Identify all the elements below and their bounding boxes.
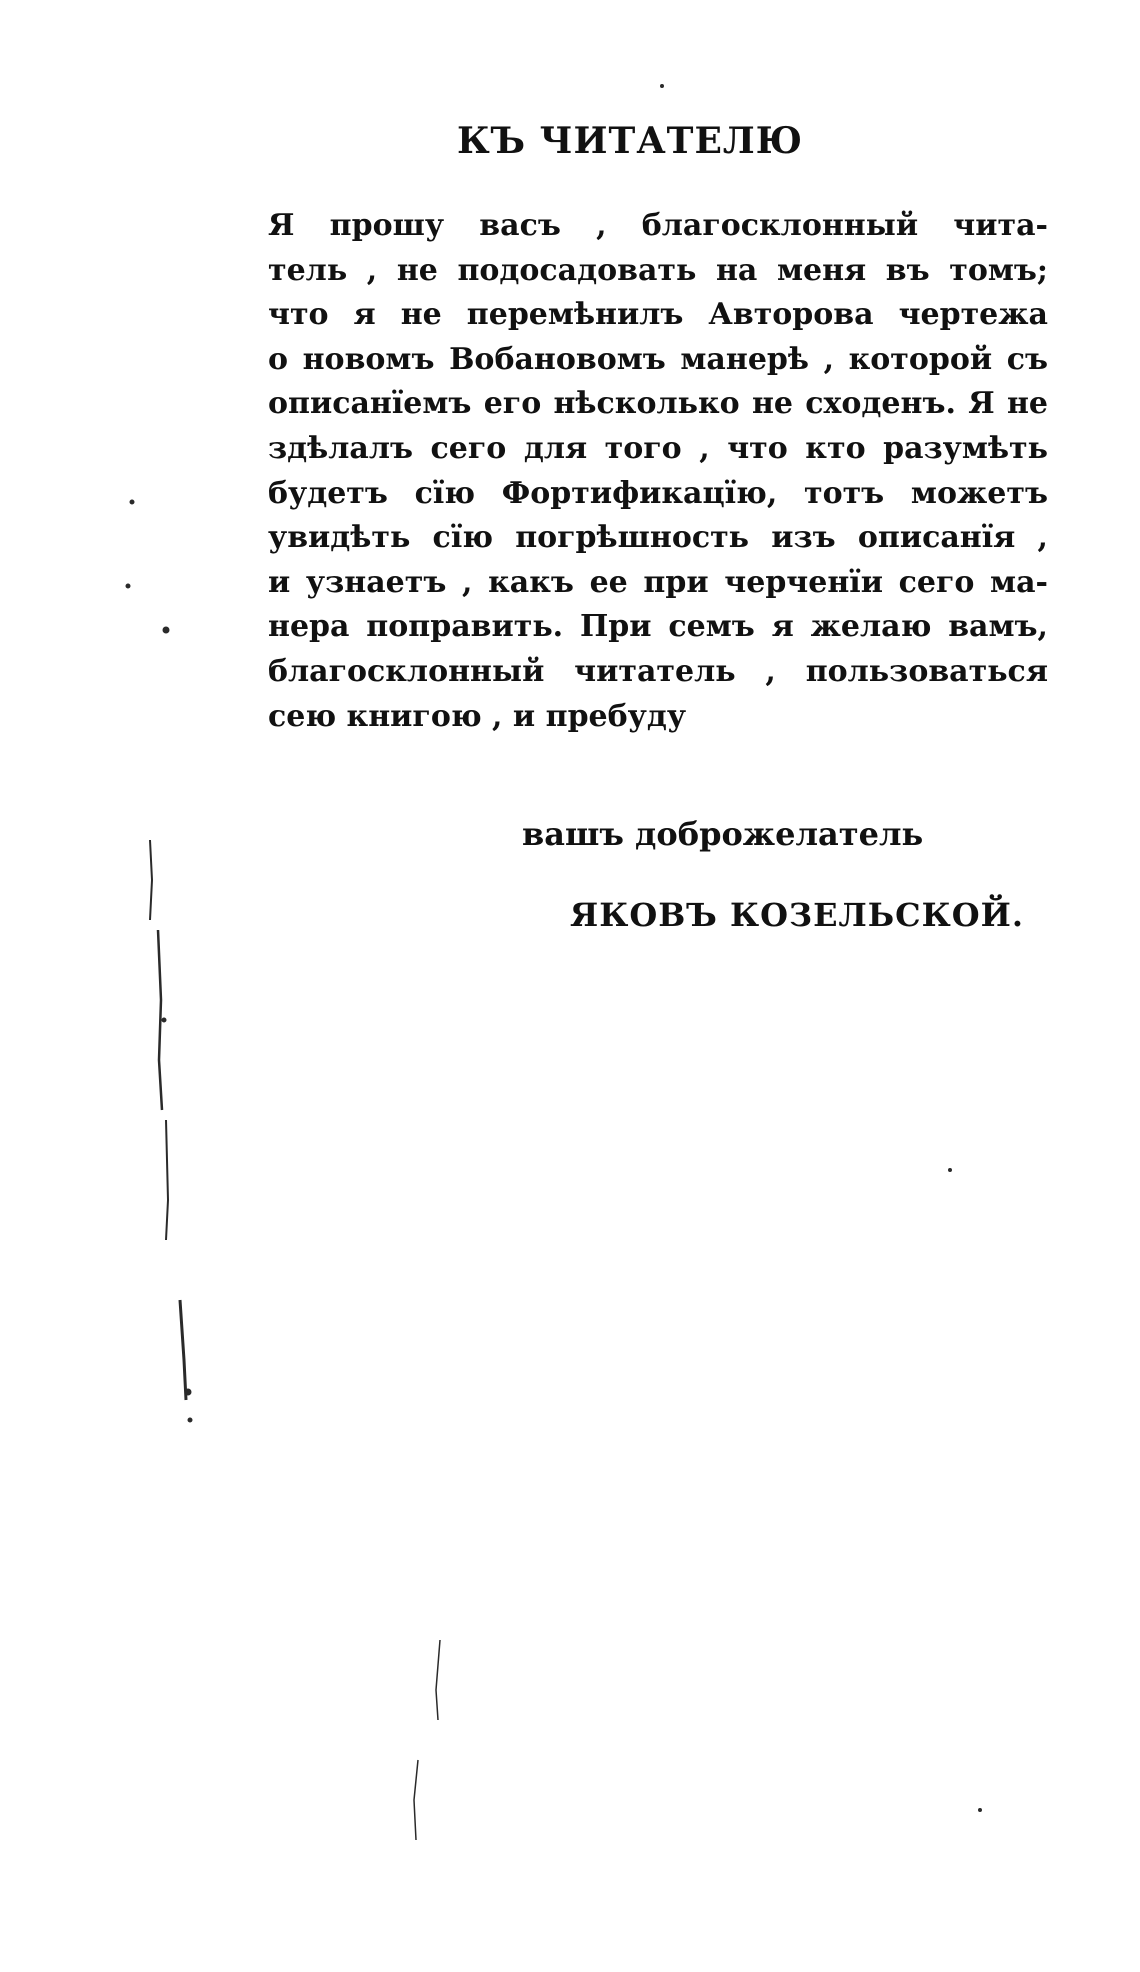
paragraph-line-12: сею книгою , и пребуду bbox=[268, 698, 687, 734]
paragraph-line-1: Я прошу васъ , благосклонный чита- bbox=[268, 208, 1048, 243]
paragraph-line-7: будетъ сїю Фортификацїю, тотъ можетъ bbox=[268, 475, 1048, 511]
closing-salutation: вашъ доброжелатель bbox=[522, 815, 924, 853]
paragraph-line-11: благосклонный читатель , пользоваться bbox=[268, 653, 1048, 689]
paragraph-line-5: описанїемъ его нѣсколько не сходенъ. Я не bbox=[268, 386, 1048, 422]
paragraph-line-4: о новомъ Вобановомъ манерѣ , которой съ bbox=[268, 341, 1048, 377]
paragraph-line-8: увидѣть сїю погрѣшность изъ описанїя , bbox=[268, 520, 1048, 556]
page-heading: КЪ ЧИТАТЕЛЮ bbox=[456, 120, 804, 162]
paragraph-line-3: что я не перемѣнилъ Авторова чертежа bbox=[268, 297, 1048, 333]
paragraph-line-9: и узнаетъ , какъ ее при черченїи сего ма- bbox=[268, 564, 1048, 600]
paragraph-line-6: здѣлалъ сего для того , что кто разумѣть bbox=[268, 430, 1048, 466]
paragraph-line-2: тель , не подосадовать на меня въ томъ; bbox=[268, 252, 1048, 288]
paragraph-line-10: нера поправить. При семъ я желаю вамъ, bbox=[268, 609, 1048, 645]
preface-paragraph bbox=[268, 204, 1048, 739]
author-signature: ЯКОВЪ КОЗЕЛЬСКОЙ. bbox=[570, 896, 1024, 934]
